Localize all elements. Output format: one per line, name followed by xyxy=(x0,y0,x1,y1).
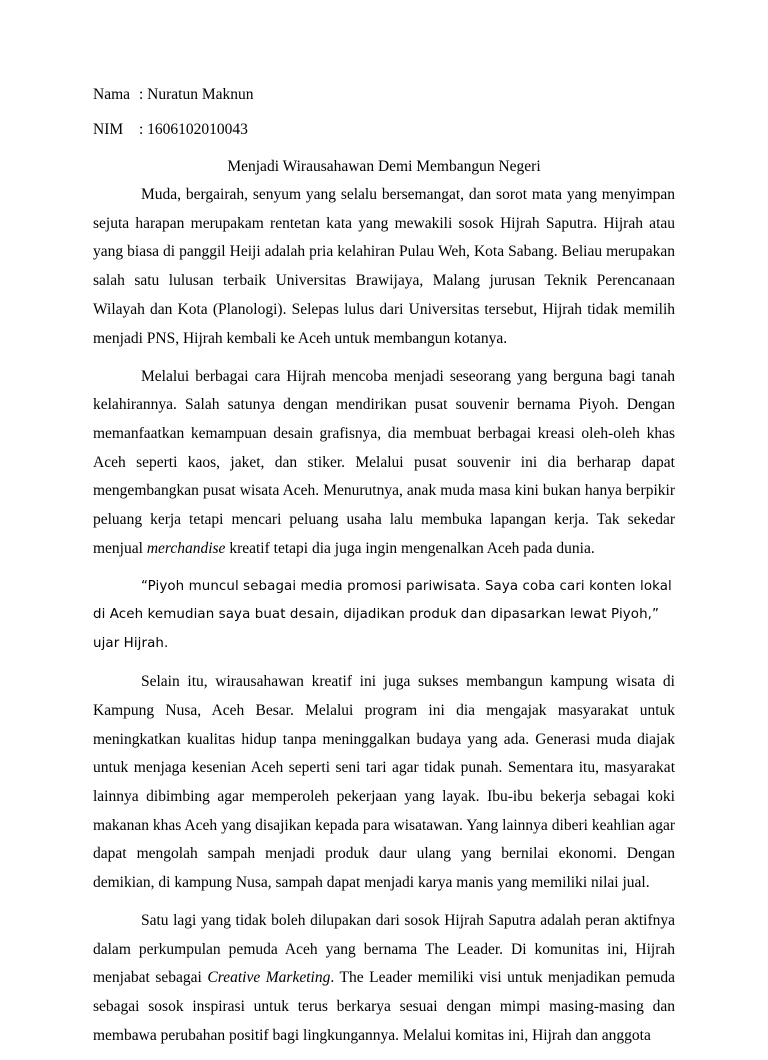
nama-row xyxy=(93,86,254,104)
nim-row xyxy=(93,121,248,139)
document-title: Menjadi Wirausahawan Demi Membangun Negeri xyxy=(227,158,541,175)
nim-label: NIM xyxy=(93,121,124,138)
paragraph-2-emphasis: merchandise xyxy=(146,539,226,557)
paragraph-4-text-b: . The Leader memiliki visi untuk menjadikan pemuda sebagai sosok inspirasi untuk terus berkarya sesuai dengan mimpi masing-masing dan membawa perubahan positif bagi lingkungannya. Melalui komitas ini, Hijrah dan anggota xyxy=(93,969,675,1044)
quote-paragraph: “Piyoh muncul sebagai media promosi pariwisata. Saya coba cari konten lokal di Aceh kemudian saya buat desain, dijadikan produk dan dipasarkan lewat Piyoh,” ujar Hijrah. xyxy=(93,578,672,652)
document-body xyxy=(93,181,675,1060)
paragraph-1: Muda, bergairah, senyum yang selalu bersemangat, dan sorot mata yang menyimpan sejuta harapan merupakam rentetan kata yang mewakili sosok Hijrah Saputra. Hijrah atau yang biasa di panggil Heiji adalah pria kelahiran Pulau Weh, Kota Sabang. Beliau merupakan salah satu lulusan terbaik Universitas Brawijaya, Malang jurusan Teknik Perencanaan Wilayah dan Kota (Planologi). Selepas lulus dari Universitas tersebut, Hijrah tidak memilih menjadi PNS, Hijrah kembali ke Aceh untuk membangun kotanya. xyxy=(93,186,675,347)
paragraph-4-emphasis: Creative Marketing xyxy=(207,969,331,987)
nim-value: : 1606102010043 xyxy=(139,121,248,138)
paragraph-4-text-a: Satu lagi yang tidak boleh dilupakan dari sosok Hijrah Saputra adalah peran aktifnya dalam perkumpulan pemuda Aceh yang bernama The Leader. Di komunitas ini, Hijrah menjabat sebagai xyxy=(93,912,675,987)
paragraph-2-text-a: Melalui berbagai cara Hijrah mencoba menjadi seseorang yang berguna bagi tanah kelahirannya. Salah satunya dengan mendirikan pusat souvenir bernama Piyoh. Dengan memanfaatkan kemampuan desain grafisnya, dia membuat berbagai kreasi oleh-oleh khas Aceh seperti kaos, jaket, dan stiker. Melalui pusat souvenir ini dia berharap dapat mengembangkan pusat wisata Aceh. Menurutnya, anak muda masa kini bukan hanya berpikir peluang kerja tetapi mencari peluang usaha lalu membuka lapangan kerja. Tak sekedar menjual xyxy=(93,367,675,557)
paragraph-4 xyxy=(93,907,675,1051)
paragraph-2-text-b: kreatif tetapi dia juga ingin mengenalkan Aceh pada dunia. xyxy=(225,539,595,557)
paragraph-2 xyxy=(93,363,675,564)
paragraph-3: Selain itu, wirausahawan kreatif ini juga sukses membangun kampung wisata di Kampung Nusa, Aceh Besar. Melalui program ini dia mengajak masyarakat untuk meningkatkan kualitas hidup tanpa meninggalkan budaya yang ada. Generasi muda diajak untuk menjaga kesenian Aceh seperti seni tari agar tidak punah. Sementara itu, masyarakat lainnya dibimbing agar memperoleh pekerjaan yang layak. Ibu-ibu bekerja sebagai koki makanan khas Aceh yang disajikan kepada para wisatawan. Yang lainnya diberi keahlian agar dapat mengolah sampah menjadi produk daur ulang yang bernilai ekonomi. Dengan demikian, di kampung Nusa, sampah dapat menjadi karya manis yang memiliki nilai jual. xyxy=(93,673,675,892)
nama-label: Nama xyxy=(93,86,131,103)
nama-value: : Nuratun Maknun xyxy=(139,86,254,103)
